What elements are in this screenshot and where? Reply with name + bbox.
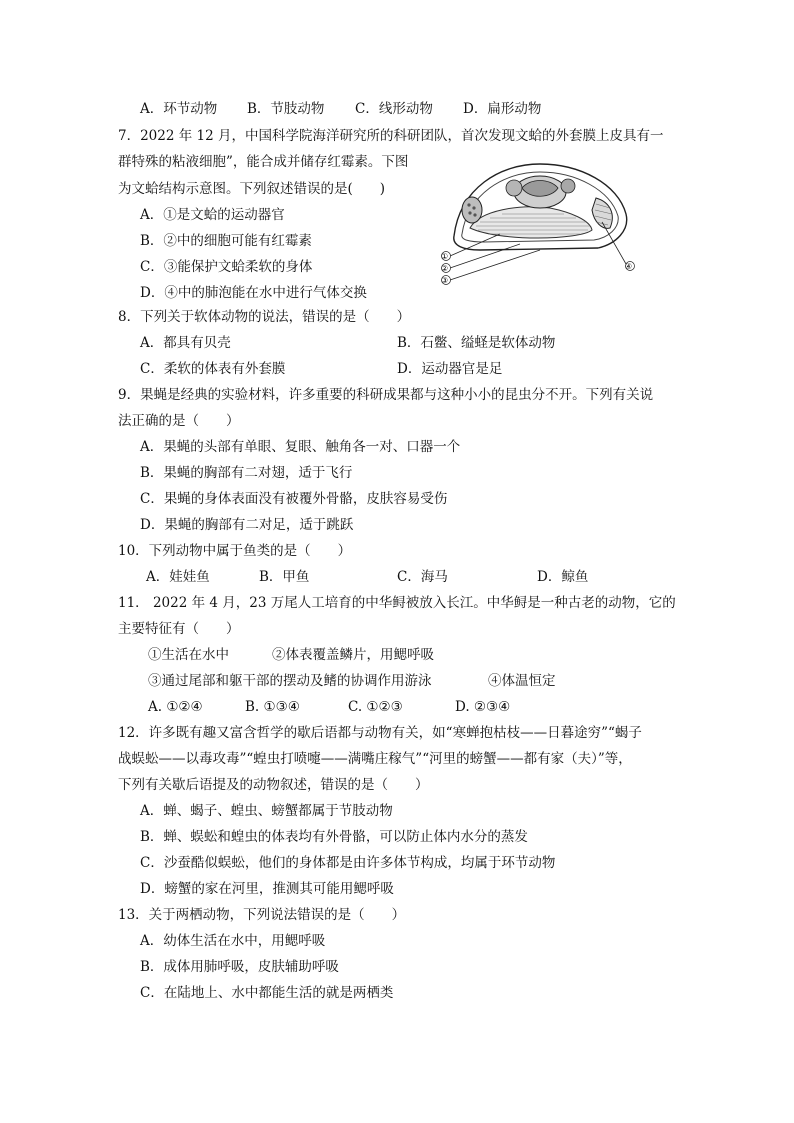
q13-option-a: A．幼体生活在水中，用鳃呼吸 bbox=[140, 933, 326, 949]
q10-option-a: A．娃娃鱼 bbox=[146, 569, 210, 585]
q7-stem-line-1: 7．2022 年 12 月，中国科学院海洋研究所的科研团队，首次发现文蛤的外套膜上皮具有一 bbox=[118, 128, 664, 144]
q11-feature-3: ③通过尾部和躯干部的摆动及鳍的协调作用游泳 bbox=[148, 673, 432, 689]
q9-stem-line-2: 法正确的是（ ） bbox=[118, 413, 240, 429]
q8-option-c: C．柔软的体表有外套膜 bbox=[140, 361, 286, 377]
figure-label-2: ② bbox=[441, 264, 449, 273]
q6-option-c: C．线形动物 bbox=[355, 101, 433, 117]
clam-foot bbox=[470, 207, 592, 238]
q7-stem-line-2: 群特殊的粘液细胞”，能合成并储存红霉素。下图 bbox=[118, 154, 409, 170]
q12-stem-line-2: 战蜈蚣——以毒攻毒”“蝗虫打喷嚏——满嘴庄稼气”“河里的螃蟹——都有家（夫）”等， bbox=[118, 751, 632, 767]
q11-stem-line-1: 11． 2022 年 4 月，23 万尾人工培育的中华鲟被放入长江。中华鲟是一种古老的动物，它的 bbox=[118, 595, 676, 611]
q13-option-c: C．在陆地上、水中都能生活的就是两栖类 bbox=[140, 985, 394, 1001]
q12-option-c: C．沙蚕酷似蜈蚣，他们的身体都是由许多体节构成，均属于环节动物 bbox=[140, 855, 556, 871]
q12-option-b: B．蝉、蜈蚣和蝗虫的体表均有外骨骼，可以防止体内水分的蒸发 bbox=[140, 829, 528, 845]
q6-option-d: D．扁形动物 bbox=[463, 101, 542, 117]
q10-option-c: C．海马 bbox=[397, 569, 448, 585]
q8-stem: 8．下列关于软体动物的说法，错误的是（ ） bbox=[118, 309, 411, 325]
q11-option-d: D. ②③④ bbox=[455, 699, 511, 715]
q8-option-a: A．都具有贝壳 bbox=[140, 335, 231, 351]
q9-option-c: C．果蝇的身体表面没有被覆外骨骼，皮肤容易受伤 bbox=[140, 491, 448, 507]
q7-option-b: B．②中的细胞可能有红霉素 bbox=[140, 233, 312, 249]
q12-stem-line-3: 下列有关歇后语提及的动物叙述，错误的是（ ） bbox=[118, 777, 429, 793]
clam-structure-diagram bbox=[440, 158, 640, 290]
q7-option-c: C．③能保护文蛤柔软的身体 bbox=[140, 259, 313, 275]
q11-stem-line-2: 主要特征有（ ） bbox=[118, 621, 240, 637]
q12-option-a: A．蝉、蝎子、蝗虫、螃蟹都属于节肢动物 bbox=[140, 803, 393, 819]
q12-stem-line-1: 12．许多既有趣又富含哲学的歇后语都与动物有关，如“寒蝉抱枯枝——日暮途穷”“蝎子 bbox=[118, 725, 642, 741]
q9-option-d: D．果蝇的胸部有二对足，适于跳跃 bbox=[140, 517, 354, 533]
q11-feature-4: ④体温恒定 bbox=[488, 673, 556, 689]
q13-stem: 13．关于两栖动物，下列说法错误的是（ ） bbox=[118, 907, 406, 923]
q10-option-b: B．甲鱼 bbox=[259, 569, 310, 585]
q7-option-d: D．④中的肺泡能在水中进行气体交换 bbox=[140, 285, 367, 301]
q11-option-b: B. ①③④ bbox=[245, 699, 300, 715]
clam-left-muscle bbox=[462, 197, 482, 223]
q11-option-c: C. ①②③ bbox=[348, 699, 403, 715]
q7-stem-line-3: 为文蛤结构示意图。下列叙述错误的是( ) bbox=[118, 181, 386, 197]
q8-option-d: D．运动器官是足 bbox=[397, 361, 503, 377]
q6-option-b: B．节肢动物 bbox=[247, 101, 325, 117]
figure-label-4: ④ bbox=[625, 262, 633, 271]
q8-option-b: B．石鳖、缢蛏是软体动物 bbox=[397, 335, 556, 351]
figure-label-1: ① bbox=[441, 252, 449, 261]
q11-feature-2: ②体表覆盖鳞片，用鳃呼吸 bbox=[272, 647, 434, 663]
q13-option-b: B．成体用肺呼吸，皮肤辅助呼吸 bbox=[140, 959, 339, 975]
figure-label-3: ③ bbox=[441, 276, 449, 285]
q9-stem-line-1: 9．果蝇是经典的实验材料，许多重要的科研成果都与这种小小的昆虫分不开。下列有关说 bbox=[118, 387, 654, 403]
q12-option-d: D．螃蟹的家在河里，推测其可能用鳃呼吸 bbox=[140, 881, 394, 897]
q10-stem: 10．下列动物中属于鱼类的是（ ） bbox=[118, 543, 352, 559]
q9-option-b: B．果蝇的胸部有二对翅，适于飞行 bbox=[140, 465, 353, 481]
q9-option-a: A．果蝇的头部有单眼、复眼、触角各一对、口器一个 bbox=[140, 439, 461, 455]
q6-option-a: A．环节动物 bbox=[140, 101, 218, 117]
q11-option-a: A. ①②④ bbox=[148, 699, 203, 715]
q10-option-d: D．鲸鱼 bbox=[537, 569, 589, 585]
q7-option-a: A．①是文蛤的运动器官 bbox=[140, 207, 285, 223]
q11-feature-1: ①生活在水中 bbox=[148, 647, 229, 663]
